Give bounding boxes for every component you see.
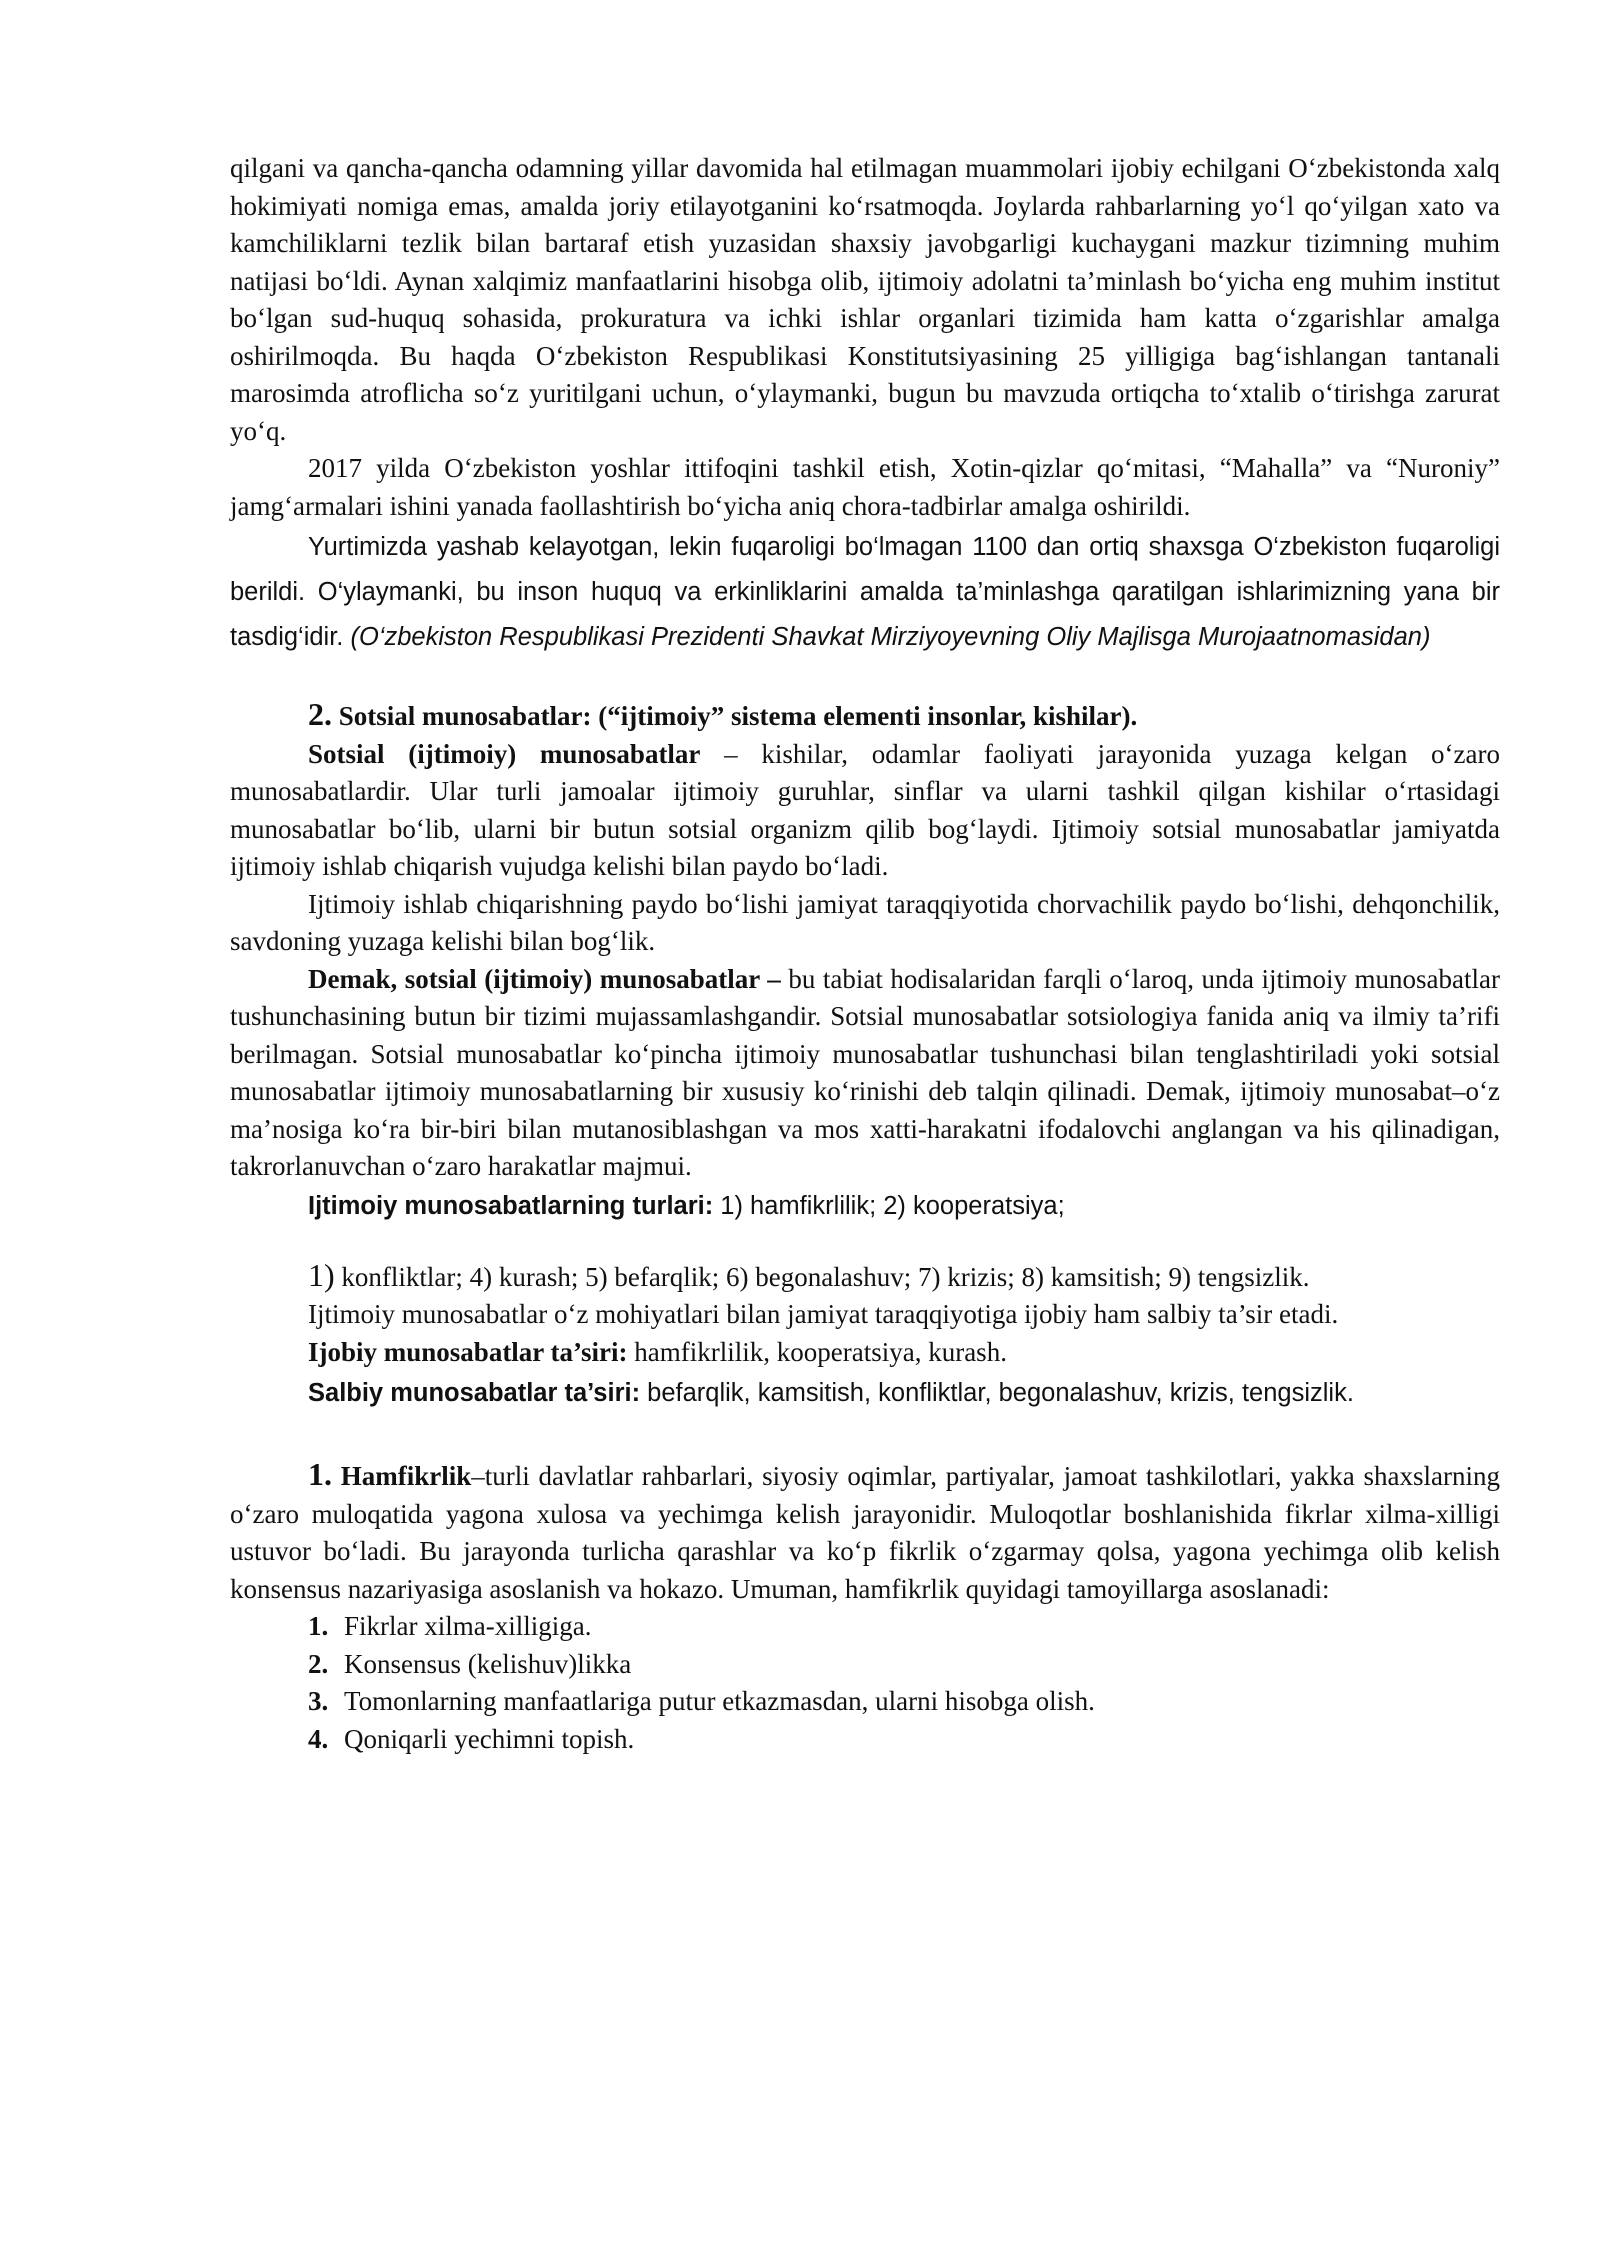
intro-paragraph: qilgani va qancha-qancha odamning yillar davomida hal etilmagan muammolari ijobiy echilgani O‘zbekistonda xalq hokimiyati nomiga emas, amalda joriy etilayotganini ko‘rsatmoqda. Joylarda rahbarlarning yo‘l qo‘yilgan xato va kamchiliklarni tezlik bilan bartaraf etish yuzasidan shaxsiy javobgarligi kuchaygani mazkur tizimning muhim natijasi bo‘ldi. Aynan xalqimiz manfaatlarini hisobga olib, ijtimoiy adolatni ta’minlash bo‘yicha eng muhim institut bo‘lgan sud-huquq sohasida, prokuratura va ichki ishlar organlari tizimida ham katta o‘zgarishlar amalga oshirilmoqda. Bu haqda O‘zbekiston Respublikasi Konstitutsiyasining 25 yilligiga bag‘ishlangan tantanali marosimda atroflicha so‘z yuritilgani uchun, o‘ylaymanki, bugun bu mavzuda ortiqcha to‘xtalib o‘tirishga zarurat yo‘q. — [230, 153, 1500, 446]
negative-text: befarqlik, kamsitish, konfliktlar, begonalashuv, krizis, tengsizlik. — [640, 1379, 1354, 1407]
types-continuation-text: konfliktlar; 4) kurash; 5) befarqlik; 6) begonalashuv; 7) krizis; 8) kamsitish; 9) tengsizlik. — [334, 1261, 1310, 1292]
definition-term: Sotsial (ijtimoiy) munosabatlar — [308, 738, 701, 769]
types-text: 1) hamfikrlilik; 2) kooperatsiya; — [713, 1191, 1065, 1220]
types-continuation — [230, 1257, 1500, 1297]
hamfikrlik-number: 1. — [308, 1456, 332, 1492]
definition-text: – kishilar, odamlar faoliyati jarayonida yuzaga kelgan o‘zaro munosabatlardir. Ular turli jamoalar ijtimoiy guruhlar, sinflar va ularni tashkil qilgan kishilar o‘rtasidagi munosabatlar bo‘lib, ularni bir butun sotsial organizm qilib bog‘laydi. Ijtimoiy sotsial munosabatlar jamiyatda ijtimoiy ishlab chiqarish vujudga kelishi bilan paydo bo‘ladi. — [230, 738, 1500, 881]
positive-text: hamfikrlilik, kooperatsiya, kurash. — [627, 1336, 1007, 1367]
list-item-text: Qoniqarli yechimni topish. — [344, 1723, 635, 1754]
list-item — [308, 1646, 1500, 1684]
paragraph-2017: 2017 yilda O‘zbekiston yoshlar ittifoqini tashkil etish, Xotin-qizlar qo‘mitasi, “Mahalla” va “Nuroniy” jamg‘armalari ishini yanada faollashtirish bo‘yicha aniq chora-tadbirlar amalga oshirildi. — [230, 453, 1500, 521]
list-item-text: Tomonlarning manfaatlariga putur etkazmasdan, ularni hisobga olish. — [344, 1686, 1095, 1716]
negative-effects — [230, 1371, 1500, 1416]
list-item-text: Konsensus (kelishuv)likka — [344, 1648, 632, 1679]
types-label: Ijtimoiy munosabatlarning turlari: — [308, 1191, 714, 1220]
section-2-title: Sotsial munosabatlar: (“ijtimoiy” sistema elementi insonlar, kishilar). — [338, 701, 1138, 731]
section-2-number: 2. — [308, 696, 332, 732]
demak-term: Demak, sotsial (ijtimoiy) munosabatlar – — [308, 963, 781, 994]
definition-paragraph — [230, 736, 1500, 886]
list-item — [308, 1683, 1500, 1721]
citation: (O‘zbekiston Respublikasi Prezidenti Shavkat Mirziyoyevning Oliy Majlisga Murojaatnomasidan) — [350, 623, 1431, 651]
list-item-text: Fikrlar xilma-xilligiga. — [344, 1611, 592, 1641]
demak-paragraph — [230, 961, 1500, 1186]
citizenship-text: Yurtimizda yashab kelayotgan, lekin fuqaroligi bo‘lmagan 1100 dan ortiq shaxsga O‘zbekiston fuqaroligi berildi. O‘ylaymanki, bu inson huquq va erkinliklarini amalda ta’minlashga qaratilgan ishlarimizning yana bir tasdig‘idir. — [230, 533, 1500, 651]
list-item-number: 2. — [308, 1648, 329, 1679]
demak-text: bu tabiat hodisalaridan farqli o‘laroq, unda ijtimoiy munosabatlar tushunchasining butun bir tizimi mujassamlashgandir. Sotsial munosabatlar sotsiologiya fanida aniq va ilmiy ta’rifi berilmagan. Sotsial munosabatlar ko‘pincha ijtimoiy munosabatlar tushunchasi bilan tenglashtiriladi yoki sotsial munosabatlar ijtimoiy munosabatlarning bir xususiy ko‘rinishi deb talqin qilinadi. Demak, ijtimoiy munosabat–o‘z ma’nosiga ko‘ra bir-biri bilan mutanosiblashgan va mos xatti-harakatni ifodalovchi anglangan va his qilinadigan, takrorlanuvchan o‘zaro harakatlar majmui. — [230, 963, 1500, 1181]
hamfikrlik-text: –turli davlatlar rahbarlari, siyosiy oqimlar, partiyalar, jamoat tashkilotlari, yakka shaxslarning o‘zaro muloqatida yagona xulosa va yechimga kelish jarayonidir. Muloqotlar boshlanishida fikrlar xilma-xilligi ustuvor bo‘ladi. Bu jarayonda turlicha qarashlar va ko‘p fikrlik o‘zgarmay qolsa, yagona yechimga olib kelish konsensus nazariyasiga asoslanish va hokazo. Umuman, hamfikrlik quyidagi tamoyillarga asoslanadi: — [230, 1461, 1500, 1604]
paragraph-production: Ijtimoiy ishlab chiqarishning paydo bo‘lishi jamiyat taraqqiyotida chorvachilik paydo bo‘lishi, dehqonchilik, savdoning yuzaga kelishi bilan bog‘lik. — [230, 888, 1500, 956]
principles-list — [230, 1608, 1500, 1758]
list-item — [308, 1721, 1500, 1759]
types-line — [230, 1186, 1500, 1227]
positive-label: Ijobiy munosabatlar ta’siri: — [308, 1336, 628, 1367]
paragraph-citizenship — [230, 525, 1500, 660]
positive-effects — [230, 1334, 1500, 1372]
document-page — [230, 150, 1500, 1758]
list-item — [308, 1608, 1500, 1646]
list-item-number: 1. — [308, 1611, 329, 1641]
paragraph-effect: Ijtimoiy munosabatlar o‘z mohiyatlari bilan jamiyat taraqqiyotiga ijobiy ham salbiy ta’sir etadi. — [308, 1299, 1339, 1329]
types-continuation-number: 1) — [308, 1256, 335, 1293]
list-item-number: 4. — [308, 1723, 329, 1754]
hamfikrlik-paragraph — [230, 1456, 1500, 1608]
list-item-number: 3. — [308, 1686, 329, 1716]
hamfikrlik-term: Hamfikrlik — [340, 1461, 472, 1491]
section-2-heading — [230, 696, 1500, 736]
negative-label: Salbiy munosabatlar ta’siri: — [308, 1379, 641, 1407]
